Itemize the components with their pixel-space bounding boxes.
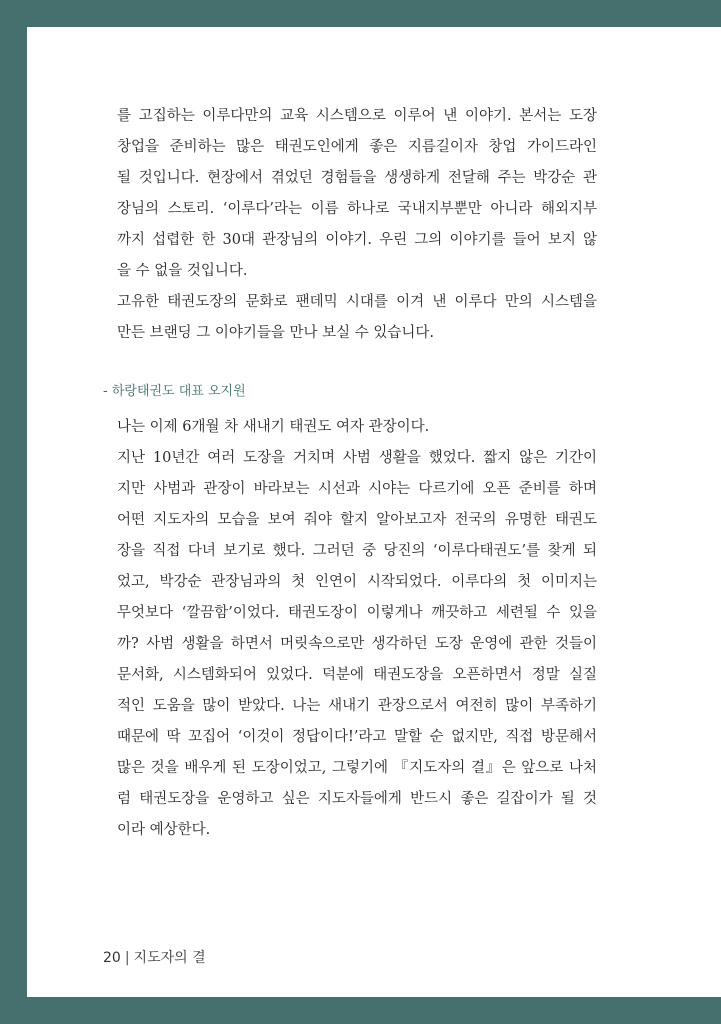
text-line: 까? 사범 생활을 하면서 머릿속으로만 생각하던 도장 운영에 관한 것들이 xyxy=(117,636,597,652)
text-line: 지난 10년간 여러 도장을 거치며 사범 생활을 했었다. 짧지 않은 기간이 xyxy=(117,450,597,466)
text-line: 장님의 스토리. ‘이루다’라는 이름 하나로 국내지부뿐만 아니라 해외지부 xyxy=(117,201,597,217)
text-line: 때문에 딱 꼬집어 ‘이것이 정답이다!’라고 말할 순 없지만, 직접 방문해서 xyxy=(117,729,597,745)
intro-section xyxy=(117,101,597,349)
footer-separator: | xyxy=(124,950,130,966)
text-line: 될 것입니다. 현장에서 겪었던 경험들을 생생하게 전달해 주는 박강순 관 xyxy=(117,170,597,186)
text-line: 지만 사범과 관장이 바라보는 시선과 시야는 다르기에 오픈 준비를 하며 xyxy=(117,481,597,497)
testimonial-paragraph xyxy=(117,412,597,443)
text-line: 문서화, 시스템화되어 있었다. 덕분에 태권도장을 오픈하면서 정말 실질 xyxy=(117,667,597,683)
intro-paragraph xyxy=(117,287,597,349)
testimonial-section xyxy=(117,412,597,846)
text-line: 어떤 지도자의 모습을 보여 줘야 할지 알아보고자 전국의 유명한 태권도 xyxy=(117,512,597,528)
page-number: 20 xyxy=(103,950,121,966)
text-line: 만든 브랜딩 그 이야기들을 만나 보실 수 있습니다. xyxy=(117,325,435,341)
text-line: 이라 예상한다. xyxy=(117,822,211,838)
text-line: 무엇보다 ‘깔끔함’이었다. 태권도장이 이렇게나 깨끗하고 세련될 수 있을 xyxy=(117,605,597,621)
testimonial-author: - 하랑태권도 대표 오지원 xyxy=(103,384,246,399)
text-line: 창업을 준비하는 많은 태권도인에게 좋은 지름길이자 창업 가이드라인 xyxy=(117,139,597,155)
text-line: 많은 것을 배우게 된 도장이었고, 그렇기에 『지도자의 결』은 앞으로 나처 xyxy=(117,760,597,776)
text-line: 고유한 태권도장의 문화로 팬데믹 시대를 이겨 낸 이루다 만의 시스템을 xyxy=(117,294,597,310)
text-line: 었고, 박강순 관장님과의 첫 인연이 시작되었다. 이루다의 첫 이미지는 xyxy=(117,574,597,590)
text-line: 럼 태권도장을 운영하고 싶은 지도자들에게 반드시 좋은 길잡이가 될 것 xyxy=(117,791,597,807)
testimonial-paragraph xyxy=(117,443,597,846)
text-line: 적인 도움을 많이 받았다. 나는 새내기 관장으로서 여전히 많이 부족하기 xyxy=(117,698,597,714)
text-line: 를 고집하는 이루다만의 교육 시스템으로 이루어 낸 이야기. 본서는 도장 xyxy=(117,108,597,124)
text-line: 장을 직접 다녀 보기로 했다. 그러던 중 당진의 ‘이루다태권도’를 찾게 되 xyxy=(117,543,597,559)
text-line: 나는 이제 6개월 차 새내기 태권도 여자 관장이다. xyxy=(117,419,430,435)
book-title: 지도자의 결 xyxy=(133,950,206,966)
text-line: 까지 섭렵한 한 30대 관장님의 이야기. 우린 그의 이야기를 들어 보지 않 xyxy=(117,232,597,248)
page-footer xyxy=(103,946,206,970)
intro-paragraph xyxy=(117,101,597,287)
text-line: 을 수 없을 것입니다. xyxy=(117,263,248,279)
